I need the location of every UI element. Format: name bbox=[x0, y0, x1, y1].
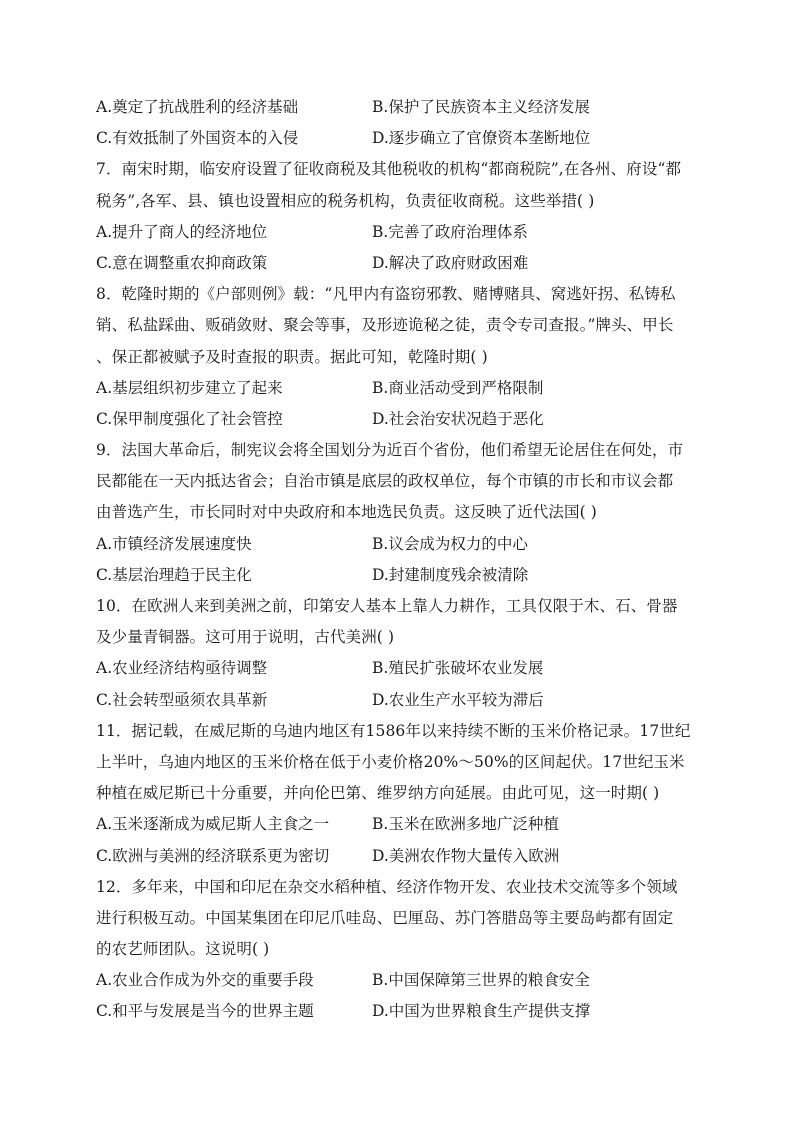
option-a: A.农业经济结构亟待调整 bbox=[96, 659, 268, 678]
question-stem-line: 8．乾隆时期的《户部则例》载：“凡甲内有盗窃邪教、赌博赌具、窝逃奸拐、私铸私 bbox=[96, 285, 676, 304]
option-b: B.玉米在欧洲多地广泛种植 bbox=[372, 815, 559, 834]
question-stem-line: 9．法国大革命后，制宪议会将全国划分为近百个省份，他们希望无论居住在何处，市 bbox=[96, 441, 684, 460]
option-c: C.意在调整重农抑商政策 bbox=[96, 253, 268, 272]
option-d: D.美洲农作物大量传入欧洲 bbox=[372, 846, 560, 865]
question-stem-line: 、保正都被赋予及时查报的职责。据此可知，乾隆时期( ) bbox=[96, 347, 488, 366]
question-stem-line: 民都能在一天内抵达省会；自治市镇是底层的政权单位，每个市镇的市长和市议会都 bbox=[96, 472, 674, 491]
option-d: D.封建制度残余被清除 bbox=[372, 565, 529, 584]
options-row bbox=[96, 404, 702, 435]
question-stem-line: 上半叶，乌迪内地区的玉米价格在低于小麦价格20%～50%的区间起伏。17世纪玉米 bbox=[96, 752, 685, 771]
option-d: D.农业生产水平较为滞后 bbox=[372, 690, 544, 709]
option-a: A.奠定了抗战胜利的经济基础 bbox=[96, 98, 299, 116]
question-stem-line: 税务”,各军、县、镇也设置相应的税务机构，负责征收商税。这些举措( ) bbox=[96, 191, 595, 210]
option-b: B.保护了民族资本主义经济发展 bbox=[372, 98, 590, 116]
option-a: A.农业合作成为外交的重要手段 bbox=[96, 971, 314, 990]
question-stem-line: 10．在欧洲人来到美洲之前，印第安人基本上靠人力耕作，工具仅限于木、石、骨器 bbox=[96, 597, 678, 615]
options-row bbox=[96, 373, 702, 404]
option-a: A.提升了商人的经济地位 bbox=[96, 222, 268, 241]
option-d: D.解决了政府财政困难 bbox=[372, 253, 529, 272]
exam-page bbox=[96, 92, 702, 1028]
question-stem-line: 7．南宋时期，临安府设置了征收商税及其他税收的机构“都商税院”,在各州、府设“都 bbox=[96, 160, 682, 179]
option-c: C.保甲制度强化了社会管控 bbox=[96, 409, 283, 428]
options-row bbox=[96, 809, 702, 840]
option-a: A.玉米逐渐成为威尼斯人主食之一 bbox=[96, 815, 330, 834]
options-row bbox=[96, 996, 702, 1027]
option-b: B.中国保障第三世界的粮食安全 bbox=[372, 971, 590, 990]
option-b: B.殖民扩张破坏农业发展 bbox=[372, 659, 544, 678]
question-11 bbox=[96, 716, 702, 872]
option-a: A.基层组织初步建立了起来 bbox=[96, 378, 283, 397]
question-stem-line: 12．多年来，中国和印尼在杂交水稻种植、经济作物开发、农业技术交流等多个领域 bbox=[96, 877, 678, 896]
question-9 bbox=[96, 435, 702, 591]
option-c: C.有效抵制了外国资本的入侵 bbox=[96, 129, 299, 148]
option-b: B.商业活动受到严格限制 bbox=[372, 378, 544, 397]
option-c: C.欧洲与美洲的经济联系更为密切 bbox=[96, 846, 330, 865]
options-row bbox=[96, 653, 702, 684]
option-c: C.社会转型亟须农具革新 bbox=[96, 690, 268, 709]
question-10 bbox=[96, 591, 702, 716]
option-a: A.市镇经济发展速度快 bbox=[96, 534, 252, 553]
options-row bbox=[96, 560, 702, 591]
question-stem-line: 销、私盐踩曲、贩硝敛财、聚会等事，及形迹诡秘之徒，责令专司查报。”牌头、甲长 bbox=[96, 316, 674, 335]
question-stem-line: 进行积极互动。中国某集团在印尼爪哇岛、巴厘岛、苏门答腊岛等主要岛屿都有固定 bbox=[96, 908, 674, 927]
question-stem-line: 由普选产生，市长同时对中央政府和本地选民负责。这反映了近代法国( ) bbox=[96, 503, 597, 522]
question-stem-line: 11．据记载，在威尼斯的乌迪内地区有1586年以来持续不断的玉米价格记录。17世纪 bbox=[96, 721, 691, 740]
option-d: D.社会治安状况趋于恶化 bbox=[372, 409, 544, 428]
question-8 bbox=[96, 279, 702, 435]
question-stem-line: 及少量青铜器。这可用于说明，古代美洲( ) bbox=[96, 628, 395, 647]
options-row bbox=[96, 529, 702, 560]
option-c: C.和平与发展是当今的世界主题 bbox=[96, 1002, 314, 1021]
options-row bbox=[96, 965, 702, 996]
options-row bbox=[96, 92, 702, 123]
option-d: D.逐步确立了官僚资本垄断地位 bbox=[372, 129, 591, 148]
question-12 bbox=[96, 872, 702, 1028]
option-b: B.完善了政府治理体系 bbox=[372, 222, 528, 241]
options-row bbox=[96, 217, 702, 248]
question-stem-line: 种植在威尼斯已十分重要，并向伦巴第、维罗纳方向延展。由此可见，这一时期( ) bbox=[96, 784, 660, 803]
question-7 bbox=[96, 154, 702, 279]
options-row bbox=[96, 841, 702, 872]
options-row bbox=[96, 248, 702, 279]
options-row bbox=[96, 123, 702, 154]
options-row bbox=[96, 685, 702, 716]
option-b: B.议会成为权力的中心 bbox=[372, 534, 528, 553]
question-6 bbox=[96, 92, 702, 154]
option-d: D.中国为世界粮食生产提供支撑 bbox=[372, 1002, 591, 1021]
question-stem-line: 的农艺师团队。这说明( ) bbox=[96, 940, 270, 959]
option-c: C.基层治理趋于民主化 bbox=[96, 565, 252, 584]
